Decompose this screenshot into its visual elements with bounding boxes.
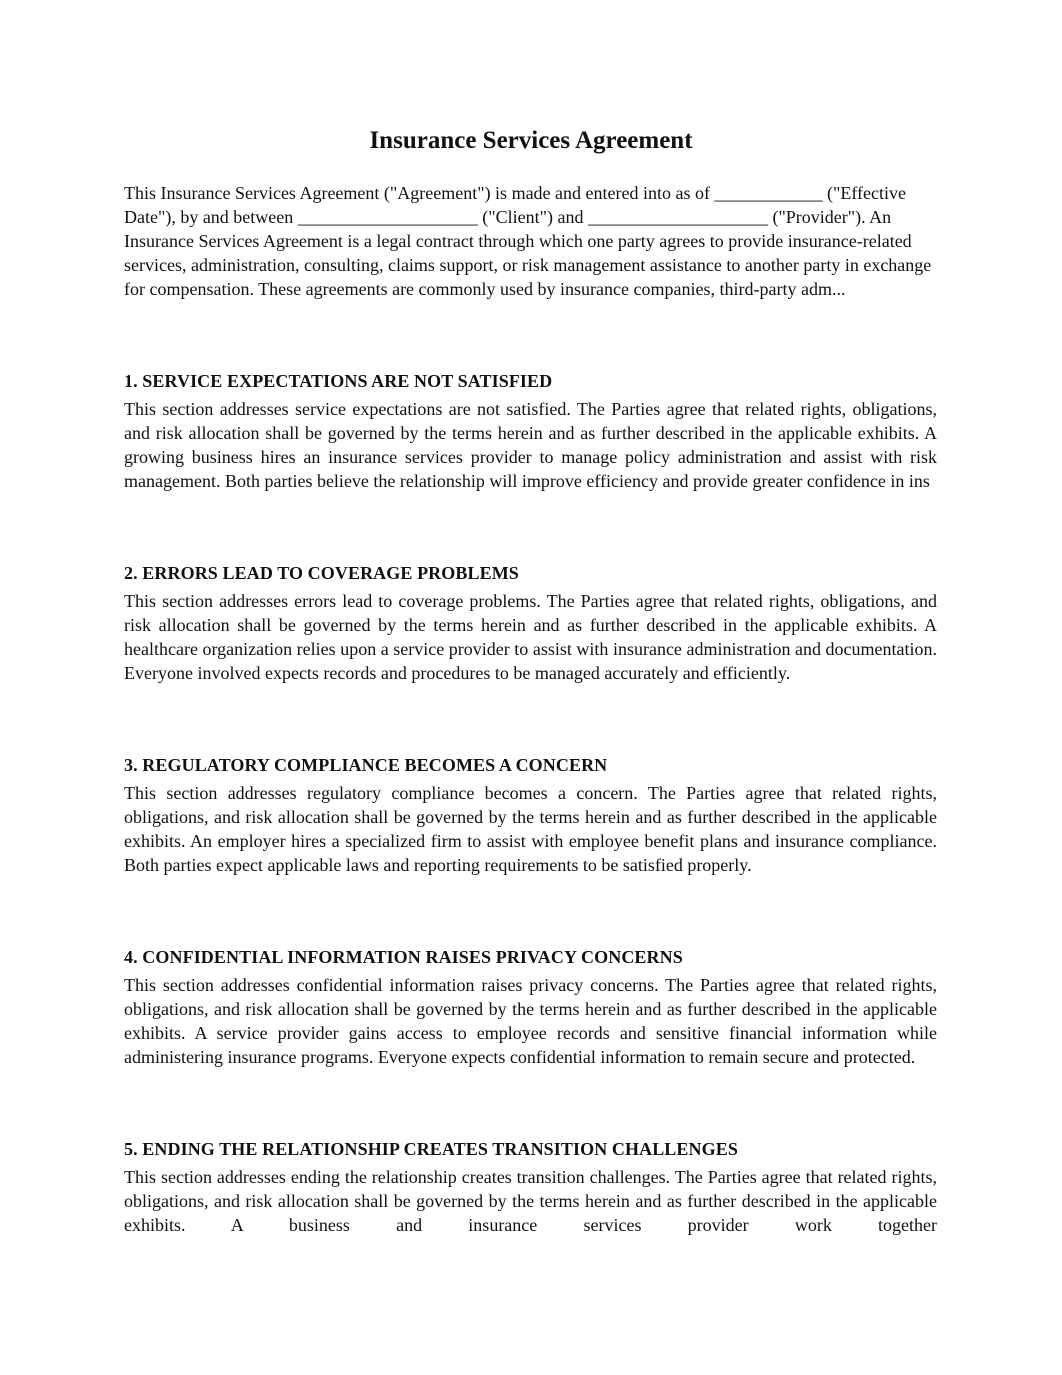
section-2 xyxy=(124,561,937,685)
section-heading: 1. SERVICE EXPECTATIONS ARE NOT SATISFIED xyxy=(124,371,553,391)
document-title: Insurance Services Agreement xyxy=(369,127,693,154)
section-body: This section addresses ending the relationship creates transition challenges. The Parties agree that related rights, obligations, and risk allocation shall be governed by the terms herein and as further described in the applicable exhibits. A business and insurance services provider work together xyxy=(124,1167,937,1235)
section-1 xyxy=(124,369,937,493)
section-heading: 4. CONFIDENTIAL INFORMATION RAISES PRIVACY CONCERNS xyxy=(124,947,683,967)
section-heading: 3. REGULATORY COMPLIANCE BECOMES A CONCERN xyxy=(124,755,608,775)
section-body: This section addresses confidential information raises privacy concerns. The Parties agree that related rights, obligations, and risk allocation shall be governed by the terms herein and as further described in the applicable exhibits. A service provider gains access to employee records and sensitive financial information while administering insurance programs. Everyone expects confidential information to remain secure and protected. xyxy=(124,975,937,1067)
intro-paragraph: This Insurance Services Agreement ("Agreement") is made and entered into as of ____________ ("Effective Date"), by and between ____________________ ("Client") and ____________________ ("Provider"). An Insurance Services Agreement is a legal contract through which one party agrees to provide insurance-related services, administration, consulting, claims support, or risk management assistance to another party in exchange for compensation. These agreements are commonly used by insurance companies, third-party adm... xyxy=(124,183,932,299)
section-4 xyxy=(124,945,937,1069)
section-5 xyxy=(124,1137,937,1237)
section-3 xyxy=(124,753,937,877)
section-body: This section addresses service expectations are not satisfied. The Parties agree that related rights, obligations, and risk allocation shall be governed by the terms herein and as further described in the applicable exhibits. A growing business hires an insurance services provider to manage policy administration and assist with risk management. Both parties believe the relationship will improve efficiency and provide greater confidence in ins xyxy=(124,399,937,491)
section-heading: 5. ENDING THE RELATIONSHIP CREATES TRANSITION CHALLENGES xyxy=(124,1139,738,1159)
section-body: This section addresses errors lead to coverage problems. The Parties agree that related rights, obligations, and risk allocation shall be governed by the terms herein and as further described in the applicable exhibits. A healthcare organization relies upon a service provider to assist with insurance administration and documentation. Everyone involved expects records and procedures to be managed accurately and efficiently. xyxy=(124,591,937,683)
section-body: This section addresses regulatory compliance becomes a concern. The Parties agree that related rights, obligations, and risk allocation shall be governed by the terms herein and as further described in the applicable exhibits. An employer hires a specialized firm to assist with employee benefit plans and insurance compliance. Both parties expect applicable laws and reporting requirements to be satisfied properly. xyxy=(124,783,937,875)
section-heading: 2. ERRORS LEAD TO COVERAGE PROBLEMS xyxy=(124,563,519,583)
